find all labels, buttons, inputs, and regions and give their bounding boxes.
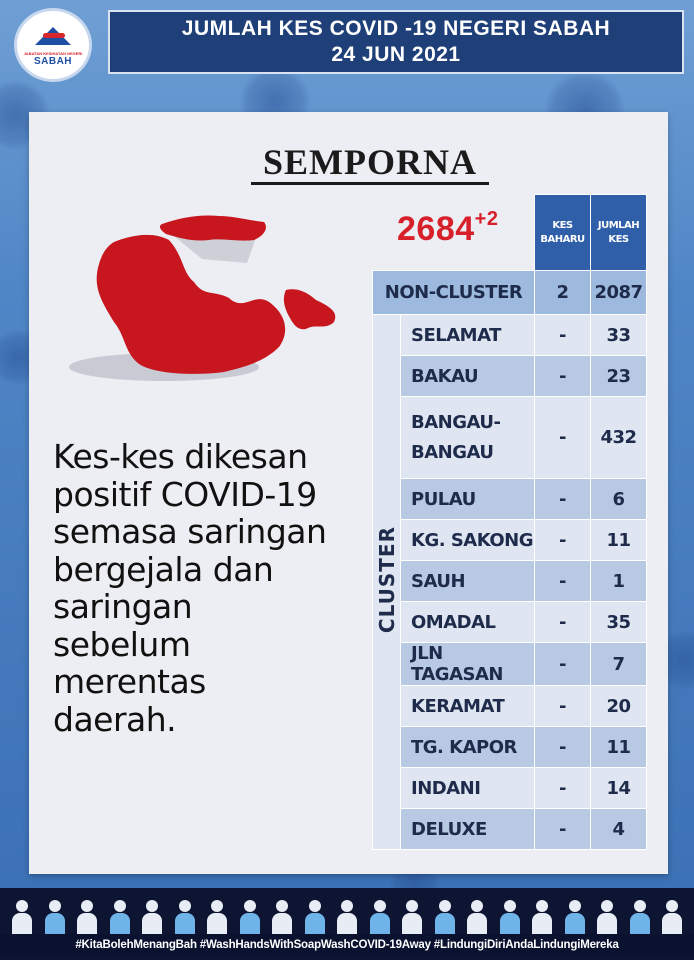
column-header-new: KES BAHARU xyxy=(535,195,591,271)
person-icon xyxy=(467,900,487,934)
cluster-name: TG. KAPOR xyxy=(401,727,535,768)
person-icon xyxy=(12,900,32,934)
person-icon xyxy=(272,900,292,934)
person-icon xyxy=(142,900,162,934)
cluster-name: BANGAU- BANGAU xyxy=(401,397,535,479)
table-row xyxy=(373,520,647,561)
cluster-new: - xyxy=(535,686,591,727)
person-icon xyxy=(207,900,227,934)
cluster-name: SAUH xyxy=(401,561,535,602)
cluster-total: 35 xyxy=(591,602,647,643)
person-icon xyxy=(110,900,130,934)
table-row xyxy=(373,479,647,520)
cluster-new: - xyxy=(535,809,591,850)
non-cluster-total: 2087 xyxy=(591,271,647,315)
cluster-total: 11 xyxy=(591,727,647,768)
person-icon xyxy=(45,900,65,934)
cluster-name: OMADAL xyxy=(401,602,535,643)
table-row xyxy=(373,768,647,809)
cluster-total: 11 xyxy=(591,520,647,561)
description-line: merentas xyxy=(53,662,206,701)
description-text xyxy=(53,438,373,738)
cluster-new: - xyxy=(535,643,591,686)
description-line: sebelum xyxy=(53,624,191,664)
cluster-label: CLUSTER xyxy=(373,315,401,850)
cluster-name: BAKAU xyxy=(401,356,535,397)
total-cases-value: 2684 xyxy=(397,210,475,248)
cluster-total: 14 xyxy=(591,768,647,809)
cluster-new: - xyxy=(535,356,591,397)
cluster-total: 23 xyxy=(591,356,647,397)
table-row xyxy=(373,561,647,602)
page-title: JUMLAH KES COVID -19 NEGERI SABAH xyxy=(181,17,611,40)
district-name: SEMPORNA xyxy=(251,142,489,185)
cluster-total: 4 xyxy=(591,809,647,850)
person-icon xyxy=(597,900,617,934)
cluster-new: - xyxy=(535,397,591,479)
cluster-name: SELAMAT xyxy=(401,315,535,356)
description-line: daerah. xyxy=(53,699,177,739)
cluster-new: - xyxy=(535,520,591,561)
table-row xyxy=(373,686,647,727)
non-cluster-new: 2 xyxy=(535,271,591,315)
person-icon xyxy=(175,900,195,934)
description-line: positif COVID-19 xyxy=(53,474,317,514)
non-cluster-row xyxy=(373,271,647,315)
new-cases-value: +2 xyxy=(474,208,499,230)
jkn-sabah-logo xyxy=(14,8,92,82)
cluster-name: INDANI xyxy=(401,768,535,809)
footer-banner xyxy=(0,888,694,960)
logo-subtext: JABATAN KESIHATAN NEGERI xyxy=(23,51,83,56)
cluster-total: 33 xyxy=(591,315,647,356)
description-line: bergejala dan xyxy=(53,549,274,589)
cluster-new: - xyxy=(535,479,591,520)
description-line: semasa saringan xyxy=(53,512,327,551)
table-row xyxy=(373,809,647,850)
table-row xyxy=(373,643,647,686)
cluster-name: KERAMAT xyxy=(401,686,535,727)
cluster-name: DELUXE xyxy=(401,809,535,850)
logo-text: SABAH xyxy=(33,56,73,67)
person-icon xyxy=(402,900,422,934)
table-row xyxy=(373,397,647,479)
person-icon xyxy=(435,900,455,934)
logo-mark-icon xyxy=(33,23,73,49)
person-icon xyxy=(565,900,585,934)
person-icon xyxy=(630,900,650,934)
person-icon xyxy=(370,900,390,934)
title-banner xyxy=(108,10,684,74)
cluster-new: - xyxy=(535,561,591,602)
content-panel xyxy=(29,112,668,874)
column-header-total: JUMLAH KES xyxy=(591,195,647,271)
cluster-total: 6 xyxy=(591,479,647,520)
cluster-name: JLN TAGASAN xyxy=(401,643,535,686)
person-icon xyxy=(662,900,682,934)
table-row xyxy=(373,356,647,397)
report-date: 24 JUN 2021 xyxy=(331,43,461,66)
cluster-total: 432 xyxy=(591,397,647,479)
cluster-total: 20 xyxy=(591,686,647,727)
description-line: Kes-kes dikesan xyxy=(53,437,308,476)
person-icon xyxy=(305,900,325,934)
description-line: saringan xyxy=(53,587,193,626)
district-map-icon xyxy=(54,202,344,392)
hashtags: #KitaBolehMenangBah #WashHandsWithSoapWashCOVID-19Away #LindungiDiriAndaLindungiMereka xyxy=(0,934,694,956)
person-icon xyxy=(532,900,552,934)
cluster-name: PULAU xyxy=(401,479,535,520)
cases-table xyxy=(372,194,647,850)
cluster-new: - xyxy=(535,315,591,356)
person-icon xyxy=(500,900,520,934)
non-cluster-label: NON-CLUSTER xyxy=(373,271,535,315)
cluster-new: - xyxy=(535,727,591,768)
person-icon xyxy=(77,900,97,934)
cluster-name: KG. SAKONG xyxy=(401,520,535,561)
cluster-total: 7 xyxy=(591,643,647,686)
cluster-total: 1 xyxy=(591,561,647,602)
cluster-new: - xyxy=(535,768,591,809)
table-row xyxy=(373,602,647,643)
frontliners-illustration-icon xyxy=(12,894,682,934)
table-row xyxy=(373,727,647,768)
person-icon xyxy=(240,900,260,934)
table-row xyxy=(373,315,647,356)
person-icon xyxy=(337,900,357,934)
cluster-new: - xyxy=(535,602,591,643)
